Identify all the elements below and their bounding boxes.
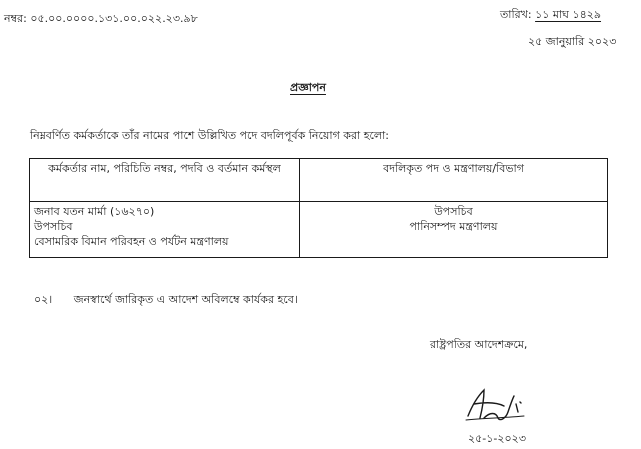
cell-current bbox=[30, 202, 300, 258]
point-number: ০২। bbox=[34, 293, 53, 306]
officer-name: জনাব যতন মার্মা (১৬২৭০) bbox=[34, 205, 155, 218]
memo-number bbox=[4, 10, 198, 29]
point-02 bbox=[34, 291, 298, 310]
date-label: তারিখ: bbox=[500, 8, 532, 21]
table-row bbox=[30, 202, 608, 258]
officer-current-ministry: বেসামরিক বিমান পরিবহন ও পর্যটন মন্ত্রণালয় bbox=[34, 235, 229, 248]
table-header-row bbox=[30, 159, 608, 202]
transferred-designation: উপসচিব bbox=[434, 205, 473, 218]
memo-value: ০৫.০০.০০০০.১৩১.০০.০২২.২৩.৯৮ bbox=[30, 12, 198, 25]
date-bangla: ১১ মাঘ ১৪২৯ bbox=[535, 8, 602, 21]
assignment-table bbox=[29, 158, 608, 258]
memo-label: নম্বর: bbox=[4, 12, 27, 25]
order-line: রাষ্ট্রপতির আদেশক্রমে, bbox=[430, 338, 528, 351]
cell-transferred bbox=[300, 202, 608, 258]
date-block bbox=[500, 6, 601, 25]
header-transferred-post: বদলিকৃত পদ ও মন্ত্রণালয়/বিভাগ bbox=[300, 159, 608, 202]
intro-text: নিম্নবর্ণিত কর্মকর্তাকে তাঁর নামের পাশে উল্লিখিত পদে বদলিপূর্বক নিয়োগ করা হলো: bbox=[30, 129, 390, 142]
transferred-ministry: পানিসম্পদ মন্ত্রণালয় bbox=[409, 220, 498, 233]
signature-date: ২৫-১-২০২৩ bbox=[468, 432, 526, 445]
header-current-post: কর্মকর্তার নাম, পরিচিতি নম্বর, পদবি ও বর্তমান কর্মস্থল bbox=[30, 159, 300, 202]
date-english: ২৫ জানুয়ারি ২০২৩ bbox=[528, 35, 617, 48]
page-title: প্রজ্ঞাপন bbox=[290, 81, 326, 94]
officer-designation: উপসচিব bbox=[34, 220, 73, 233]
signature-scribble bbox=[460, 382, 540, 426]
point-text: জনস্বার্থে জারিকৃত এ আদেশ অবিলম্বে কার্যকর হবে। bbox=[73, 293, 298, 306]
